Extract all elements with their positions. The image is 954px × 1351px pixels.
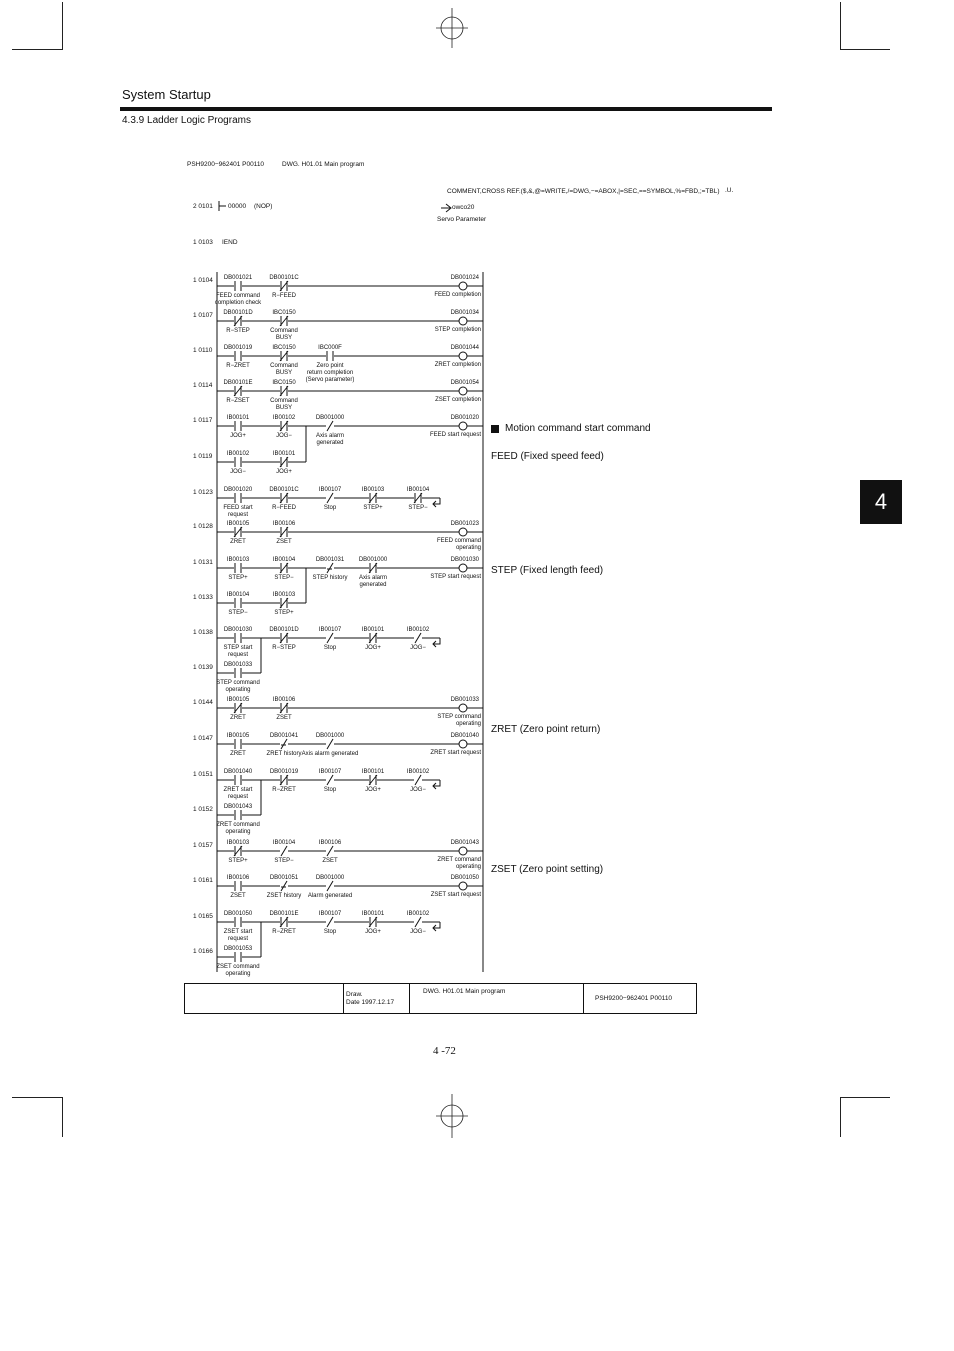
title-block-draw: Draw. xyxy=(346,991,363,998)
rung-line-number: 1 0119 xyxy=(193,453,213,460)
contact-address: DB001050 xyxy=(223,911,253,917)
contact-label: R−ZSET xyxy=(226,398,250,404)
coil-address: DB001033 xyxy=(450,697,479,703)
rung-line-number: 1 0117 xyxy=(193,417,213,424)
contact-address: DB001019 xyxy=(269,769,299,775)
contact-address: IB00104 xyxy=(226,592,250,598)
square-bullet-icon xyxy=(491,425,499,433)
contact-address: IBC0150 xyxy=(272,380,296,386)
comment-suffix: .U. xyxy=(725,187,734,194)
coil-address: DB001023 xyxy=(450,521,479,527)
coil-label: ZRET completion xyxy=(434,362,481,368)
contact-address: IB00105 xyxy=(226,697,250,703)
coil-symbol xyxy=(459,422,467,430)
contact-label: ZSET xyxy=(276,539,292,545)
contact-address: IB00103 xyxy=(226,557,250,563)
rung-line-number: 1 0147 xyxy=(193,735,213,742)
contact-label: JOG+ xyxy=(276,469,292,475)
contact-label: ZSET command operating xyxy=(216,964,260,977)
contact-address: DB001053 xyxy=(223,946,253,952)
rung-line-number: 1 0128 xyxy=(193,523,213,530)
rung-line-number: 1 0152 xyxy=(193,806,213,813)
contact-label: JOG− xyxy=(276,433,292,439)
coil-label: STEP start request xyxy=(430,574,481,580)
contact-label: ZRET xyxy=(230,539,246,545)
program-id: PSH9200−962401 P00110 xyxy=(187,161,265,168)
rung-line-number: 1 0110 xyxy=(193,347,213,354)
contact-address: IBC0150 xyxy=(272,310,296,316)
coil-address: DB001050 xyxy=(450,875,479,881)
coil-address: DB001024 xyxy=(450,275,479,281)
contact-label: ZSET xyxy=(230,893,246,899)
contact-label: Axis alarm generated xyxy=(315,433,345,446)
contact-label: STEP start request xyxy=(223,645,253,658)
coil-label: operating xyxy=(455,545,481,551)
coil-symbol xyxy=(459,740,467,748)
program-dwg: DWG. H01.01 Main program xyxy=(282,161,365,168)
coil-address: DB001043 xyxy=(450,840,479,846)
contact-label: STEP+ xyxy=(228,858,248,864)
contact-address: IBC0150 xyxy=(272,345,296,351)
iend-instruction: IEND xyxy=(222,239,238,246)
contact-label: ZRET start request xyxy=(223,787,253,800)
contact-address: IB00104 xyxy=(406,487,430,493)
contact-address: IB00107 xyxy=(318,487,342,493)
contact-label: R−STEP xyxy=(272,645,296,651)
coil-label: ZRET command xyxy=(437,857,481,863)
coil-label: ZSET start request xyxy=(430,892,481,898)
annotation-zset: ZSET (Zero point setting) xyxy=(491,864,604,875)
contact-address: DB001030 xyxy=(223,627,253,633)
contact-address: IB00102 xyxy=(272,415,296,421)
contact-address: DB001033 xyxy=(223,662,253,668)
annotation-motion-heading: Motion command start command xyxy=(505,423,651,434)
contact-address: DB00101D xyxy=(223,310,253,316)
coil-symbol xyxy=(459,352,467,360)
contact-label: Axis alarm generated xyxy=(301,751,359,757)
contact-label: FEED start request xyxy=(223,505,253,518)
contact-address: IBC000F xyxy=(318,345,342,351)
contact-label: Command BUSY xyxy=(270,398,298,411)
contact-address: IB00106 xyxy=(318,840,342,846)
coil-label: FEED completion xyxy=(434,292,481,298)
contact-address: IB00106 xyxy=(226,875,250,881)
coil-label: operating xyxy=(455,864,481,870)
rung-line-number: 1 0166 xyxy=(193,948,213,955)
contact-label: JOG+ xyxy=(365,645,381,651)
contact-label: JOG− xyxy=(410,787,426,793)
contact-address: IB00101 xyxy=(226,415,250,421)
contact-address: IB00102 xyxy=(406,911,430,917)
contact-address: IB00107 xyxy=(318,627,342,633)
title-block-doc: PSH9200−962401 P00110 xyxy=(595,995,673,1002)
coil-address: DB001020 xyxy=(450,415,479,421)
contact-address: IB00106 xyxy=(272,521,296,527)
contact-address: IB00103 xyxy=(361,487,385,493)
contact-label: Stop xyxy=(323,505,337,511)
contact-label: Stop xyxy=(323,645,337,651)
contact-label: Command BUSY xyxy=(270,328,298,341)
contact-label: R−ZRET xyxy=(226,363,250,369)
rung-line-number: 1 0107 xyxy=(193,312,213,319)
coil-address: DB001040 xyxy=(450,733,479,739)
contact-address: IB00107 xyxy=(318,769,342,775)
coil-address: DB001030 xyxy=(450,557,479,563)
rung-line-number: 1 0114 xyxy=(193,382,213,389)
contact-address: DB00101E xyxy=(223,380,253,386)
contact-label: ZRET xyxy=(230,715,246,721)
rung-line-number: 1 0123 xyxy=(193,489,213,496)
rung-line-number: 1 0133 xyxy=(193,594,213,601)
annotation-step: STEP (Fixed length feed) xyxy=(491,565,604,576)
coil-label: ZRET start request xyxy=(430,750,481,756)
coil-symbol xyxy=(459,317,467,325)
coil-address: DB001034 xyxy=(450,310,479,316)
coil-label: ZSET completion xyxy=(435,397,481,403)
coil-symbol xyxy=(459,882,467,890)
contact-label: STEP− xyxy=(274,575,294,581)
nop-text: (NOP) xyxy=(254,203,273,210)
contact-label: STEP history xyxy=(312,575,348,581)
contact-address: DB001000 xyxy=(315,875,345,881)
contact-address: DB001000 xyxy=(315,415,345,421)
contact-label: JOG− xyxy=(410,929,426,935)
rung-line-number: 1 0138 xyxy=(193,629,213,636)
contact-address: IB00101 xyxy=(361,911,385,917)
contact-label: Command BUSY xyxy=(270,363,298,376)
line-number: 1 0103 xyxy=(193,239,213,246)
rung-line-number: 1 0131 xyxy=(193,559,213,566)
chapter-tab: 4 xyxy=(860,480,902,524)
contact-address: IB00103 xyxy=(226,840,250,846)
contact-address: IB00101 xyxy=(361,627,385,633)
contact-address: DB001019 xyxy=(223,345,253,351)
contact-label: STEP+ xyxy=(274,610,294,616)
contact-label: Alarm generated xyxy=(307,893,353,899)
section-header: System Startup xyxy=(122,87,211,102)
title-block-date: Date 1997.12.17 xyxy=(346,999,395,1006)
coil-label: STEP completion xyxy=(434,327,481,333)
contact-address: IB00102 xyxy=(226,451,250,457)
contact-label: JOG+ xyxy=(365,787,381,793)
contact-label: Axis alarm generated xyxy=(358,575,388,588)
contact-address: IB00105 xyxy=(226,521,250,527)
title-block-dwg: DWG. H01.01 Main program xyxy=(423,988,506,995)
contact-address: IB00106 xyxy=(272,697,296,703)
rung-line-number: 1 0144 xyxy=(193,699,213,706)
contact-label: STEP+ xyxy=(228,575,248,581)
annotation-zret: ZRET (Zero point return) xyxy=(491,724,601,735)
contact-label: STEP command operating xyxy=(216,680,260,693)
contact-label: STEP+ xyxy=(363,505,383,511)
rung-line-number: 1 0161 xyxy=(193,877,213,884)
contact-label: R−ZRET xyxy=(272,929,296,935)
contact-address: DB001041 xyxy=(269,733,299,739)
contact-label: STEP− xyxy=(228,610,248,616)
page-number: 4 -72 xyxy=(433,1045,456,1057)
contact-label: ZSET start request xyxy=(223,929,253,942)
contact-address: DB001040 xyxy=(223,769,253,775)
coil-symbol xyxy=(459,704,467,712)
contact-label: R−STEP xyxy=(226,328,250,334)
contact-label: R−FEED xyxy=(272,505,296,511)
contact-label: ZRET history xyxy=(266,751,302,757)
contact-label: JOG− xyxy=(410,645,426,651)
contact-address: DB001020 xyxy=(223,487,253,493)
contact-address: DB00101E xyxy=(269,911,299,917)
contact-label: ZRET xyxy=(230,751,246,757)
coil-label: operating xyxy=(455,721,481,727)
subsection-title: 4.3.9 Ladder Logic Programs xyxy=(122,115,251,126)
coil-label: FEED command xyxy=(436,538,481,544)
contact-label: FEED command completion check xyxy=(214,293,262,306)
contact-label: Zero point return completion (Servo parameter) xyxy=(305,363,355,383)
contact-address: IB00101 xyxy=(272,451,296,457)
contact-label: ZSET history xyxy=(266,893,302,899)
contact-address: DB001021 xyxy=(223,275,253,281)
contact-address: DB001000 xyxy=(315,733,345,739)
title-block xyxy=(184,983,697,1014)
contact-label: STEP− xyxy=(274,858,294,864)
coil-address: DB001044 xyxy=(450,345,479,351)
rung-line-number: 1 0157 xyxy=(193,842,213,849)
contact-label: Stop xyxy=(323,929,337,935)
rung-line-number: 1 0165 xyxy=(193,913,213,920)
contact-address: DB001051 xyxy=(269,875,299,881)
coil-label: FEED start request xyxy=(429,432,481,438)
rung-line-number: 1 0139 xyxy=(193,664,213,671)
nop-address: 00000 xyxy=(228,203,247,210)
contact-address: DB00101C xyxy=(269,275,299,281)
coil-symbol xyxy=(459,564,467,572)
comment-cross-ref: COMMENT,CROSS REF.($,&,@=WRITE,/=DWG,−=ABOX,|=SEC,==SYMBOL,%=FBD,;=TBL) xyxy=(447,188,720,195)
contact-address: DB00101D xyxy=(269,627,299,633)
contact-label: R−FEED xyxy=(272,293,296,299)
contact-address: DB00101C xyxy=(269,487,299,493)
coil-symbol xyxy=(459,387,467,395)
coil-symbol xyxy=(459,847,467,855)
contact-address: IB00105 xyxy=(226,733,250,739)
contact-label: JOG− xyxy=(230,469,246,475)
line-number: 2 0101 xyxy=(193,203,213,210)
contact-label: JOG+ xyxy=(230,433,246,439)
coil-address: DB001054 xyxy=(450,380,479,386)
coil-label: STEP command xyxy=(437,714,481,720)
contact-label: Stop xyxy=(323,787,337,793)
contact-address: IB00103 xyxy=(272,592,296,598)
contact-label: ZRET command operating xyxy=(216,822,260,835)
contact-address: IB00104 xyxy=(272,557,296,563)
contact-address: IB00107 xyxy=(318,911,342,917)
jump-target: owco20 xyxy=(452,204,475,211)
annotation-feed: FEED (Fixed speed feed) xyxy=(491,451,604,462)
contact-label: JOG+ xyxy=(365,929,381,935)
contact-address: IB00102 xyxy=(406,627,430,633)
contact-address: IB00104 xyxy=(272,840,296,846)
rung-line-number: 1 0151 xyxy=(193,771,213,778)
contact-address: DB001000 xyxy=(358,557,388,563)
contact-address: DB001043 xyxy=(223,804,253,810)
contact-label: R−ZRET xyxy=(272,787,296,793)
jump-comment: Servo Parameter xyxy=(437,216,487,223)
coil-symbol xyxy=(459,282,467,290)
contact-label: ZSET xyxy=(322,858,338,864)
contact-label: STEP− xyxy=(408,505,428,511)
contact-address: IB00102 xyxy=(406,769,430,775)
coil-symbol xyxy=(459,528,467,536)
rung-line-number: 1 0104 xyxy=(193,277,213,284)
contact-address: DB001031 xyxy=(315,557,345,563)
contact-label: ZSET xyxy=(276,715,292,721)
contact-address: IB00101 xyxy=(361,769,385,775)
